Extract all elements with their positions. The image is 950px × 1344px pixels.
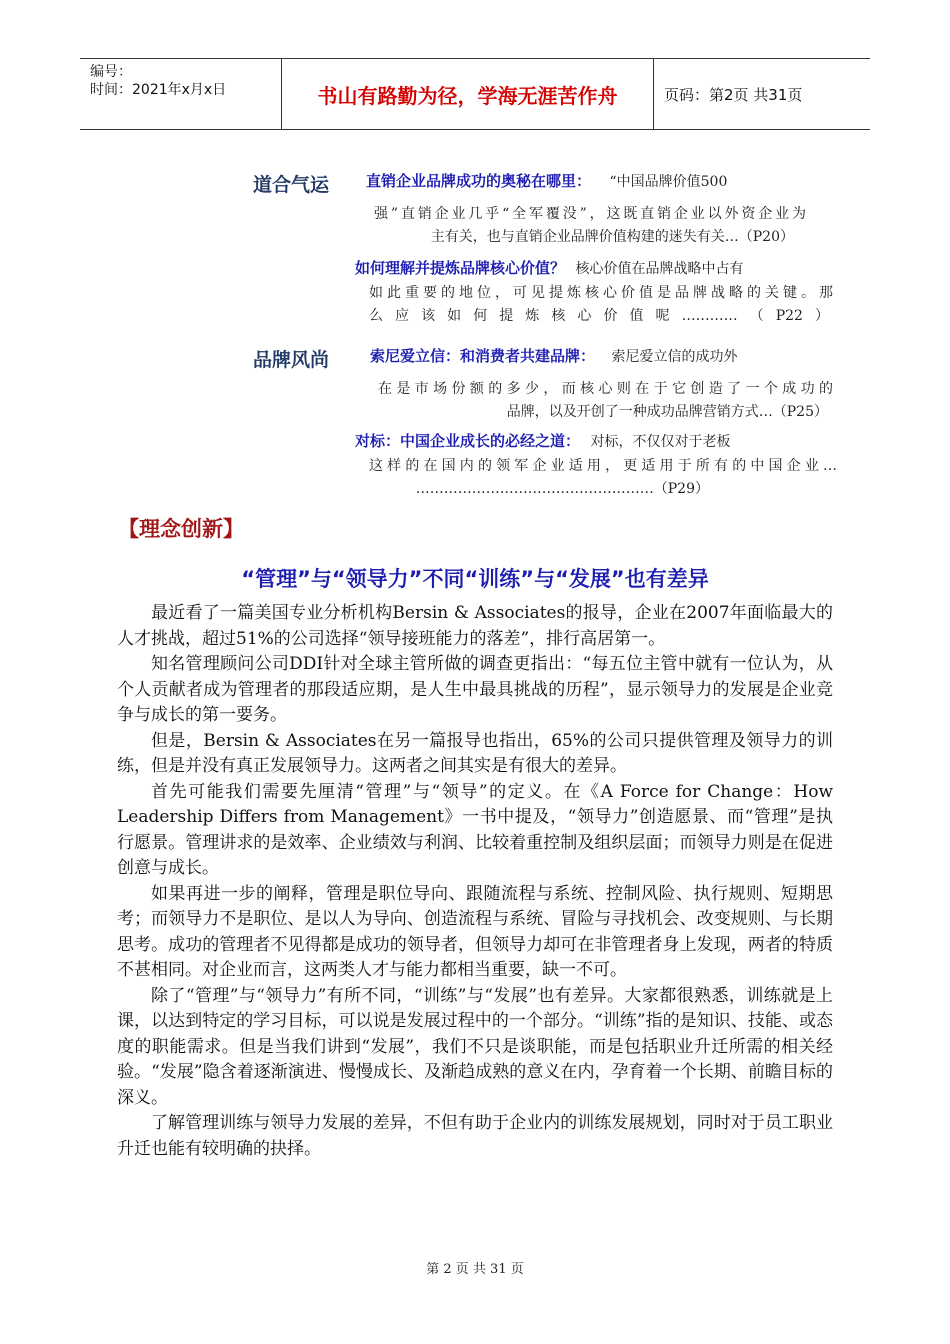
column-title-daohe: 道合气运	[253, 174, 330, 196]
article-title: “管理”与“领导力”不同“训练”与“发展”也有差异	[241, 567, 709, 591]
toc-title[interactable]: 对标：中国企业成长的必经之道：	[355, 432, 581, 450]
toc-text: 强”直销企业几乎“全军覆没”，这既直销企业以外资企业为	[374, 205, 806, 222]
number-label: 编号：	[90, 64, 132, 80]
toc-title[interactable]: 如何理解并提炼品牌核心价值？	[355, 259, 566, 277]
toc-text: 么应该如何提炼核心价值呢…………（P22）	[369, 308, 829, 324]
section-tag: 【理念创新】	[118, 517, 244, 541]
paragraph: 了解管理训练与领导力发展的差异，不但有助于企业内的训练发展规划，同时对于员工职业升迁也能有较明确的抉择。	[117, 1113, 833, 1159]
paragraph: 但是，Bersin & Associates在另一篇报导也指出，65%的公司只提供管理及领导力的训练，但是并没有真正发展领导力。这两者之间其实是有很大的差异。	[117, 730, 833, 776]
toc-text: 品牌，以及开创了一种成功品牌营销方式…（P25）	[506, 404, 828, 420]
paragraph: 最近看了一篇美国专业分析机构Bersin & Associates的报导，企业在2007年面临最大的人才挑战，超过51%的公司选择“领导接班能力的落差”，排行高居第一。	[117, 603, 833, 649]
page-label: 页码：第2页 共31页	[664, 85, 803, 104]
header-page-cell	[654, 59, 870, 129]
motto: 书山有路勤为径，学海无涯苦作舟	[317, 83, 618, 108]
toc-title[interactable]: 索尼爱立信：和消费者共建品牌：	[370, 347, 596, 365]
page-footer: 第 2 页 共 31 页	[426, 1262, 524, 1277]
toc-text: 对标，不仅仅对于老板	[590, 434, 731, 450]
toc-text: ……………………………………………（P29）	[415, 481, 709, 497]
paragraph: 除了“管理”与“领导力”有所不同，“训练”与“发展”也有差异。大家都很熟悉，训练就是上课，以达到特定的学习目标，可以说是发展过程中的一个部分。“训练”指的是知识、技能、或态度的职能需求。但是当我们讲到“发展”，我们不只是谈职能，而是包括职业升迁所需的相关经验。“发展”隐含着逐渐演进、慢慢成长、及渐趋成熟的意义在内，孕育着一个长期、前瞻目标的深义。	[117, 985, 833, 1108]
toc-text: 索尼爱立信的成功外	[611, 349, 738, 365]
toc-title[interactable]: 直销企业品牌成功的奥秘在哪里：	[366, 172, 592, 190]
toc-entry[interactable]	[355, 257, 835, 329]
toc-text: 主有关，也与直销企业品牌价值构建的迷失有关…（P20）	[430, 229, 794, 245]
header-meta-cell	[80, 59, 282, 129]
article-body	[117, 601, 833, 1162]
toc-text: 在是市场份额的多少，而核心则在于它创造了一个成功的	[378, 380, 833, 397]
toc-text: 核心价值在品牌战略中占有	[575, 261, 744, 277]
header-motto-cell	[282, 59, 654, 129]
paragraph: 首先可能我们需要先厘清“管理”与“领导”的定义。在《A Force for Change：How Leadership Differs from Management》一书中提及，“领导力”创造愿景、而“管理”是执行愿景。管理讲求的是效率、企业绩效与利润、比较着重控制及组织层面；而领导力则是在促进创意与成长。	[117, 781, 833, 878]
toc-text: “中国品牌价值500	[609, 174, 728, 190]
paragraph: 如果再进一步的阐释，管理是职位导向、跟随流程与系统、控制风险、执行规则、短期思考；而领导力不是职位、是以人为导向、创造流程与系统、冒险与寻找机会、改变规则、与长期思考。成功的管理者不见得都是成功的领导者，但领导力却可在非管理者身上发现，两者的特质不甚相同。对企业而言，这两类人才与能力都相当重要，缺一不可。	[117, 883, 833, 980]
toc-entry[interactable]	[355, 430, 840, 502]
toc-entry[interactable]	[370, 345, 840, 425]
time-label: 时间：2021年x月x日	[90, 82, 227, 98]
toc-text: 这样的在国内的领军企业适用，更适用于所有的中国企业…	[369, 457, 837, 474]
toc-text: 如此重要的地位，可见提炼核心价值是品牌战略的关键。那	[369, 284, 833, 301]
page-header	[80, 58, 870, 130]
column-title-pinpai: 品牌风尚	[253, 349, 330, 371]
toc-entry[interactable]	[366, 170, 836, 250]
paragraph: 知名管理顾问公司DDI针对全球主管所做的调查更指出：“每五位主管中就有一位认为，从个人贡献者成为管理者的那段适应期，是人生中最具挑战的历程”，显示领导力的发展是企业竞争与成长的第一要务。	[117, 654, 833, 725]
